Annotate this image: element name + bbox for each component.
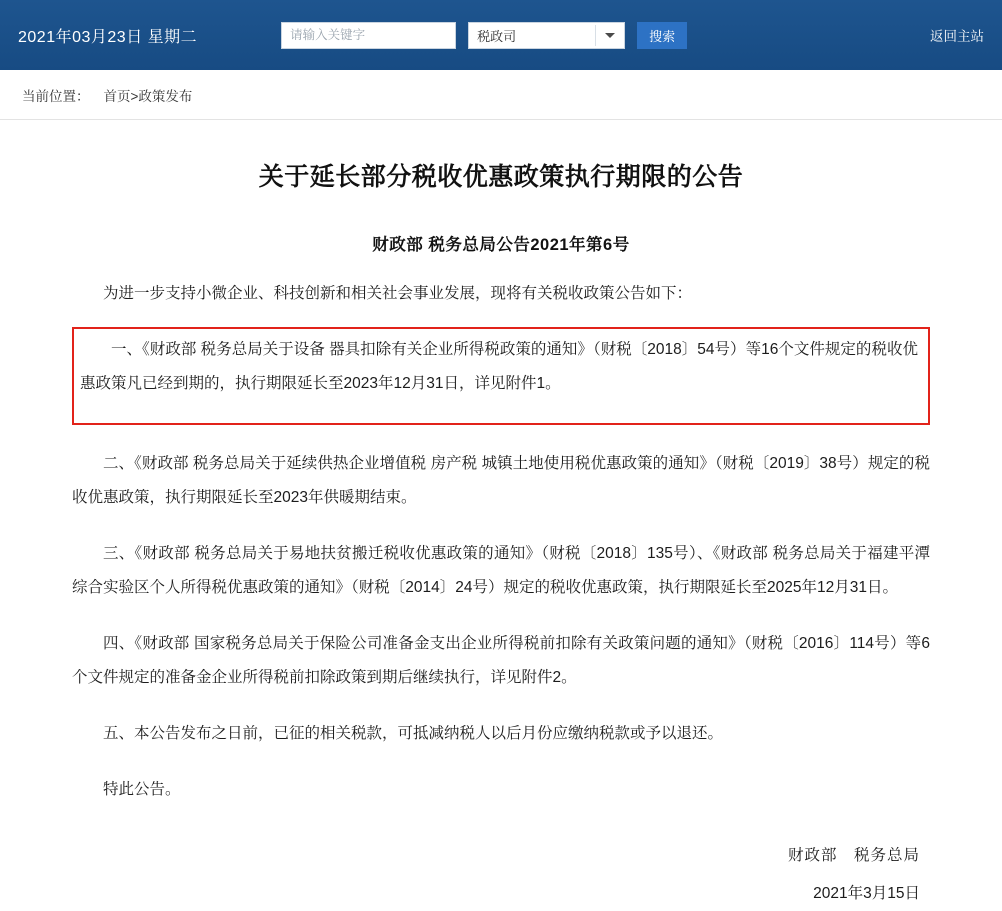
paragraph-item-3: 三、《财政部 税务总局关于易地扶贫搬迁税收优惠政策的通知》（财税〔2018〕135号）、《财政部 税务总局关于福建平潭综合实验区个人所得税优惠政策的通知》（财税〔2014〕24号）规定的税收优惠政策，执行期限延长至2025年12月31日。 <box>72 544 930 596</box>
page-title: 关于延长部分税收优惠政策执行期限的公告 <box>258 163 744 191</box>
document-number: 财政部 税务总局公告2021年第6号 <box>372 236 630 254</box>
search-area <box>281 22 687 49</box>
breadcrumb <box>0 70 1002 120</box>
article-body <box>0 120 1002 911</box>
breadcrumb-path[interactable]: 首页>政策发布 <box>103 88 193 104</box>
chevron-down-icon <box>605 33 615 38</box>
breadcrumb-label: 当前位置： <box>22 88 90 104</box>
paragraph-item-4: 四、《财政部 国家税务总局关于保险公司准备金支出企业所得税前扣除有关政策问题的通知》（财税〔2016〕114号）等6个文件规定的准备金企业所得税前扣除政策到期后继续执行，详见附件2。 <box>72 634 930 686</box>
current-date: 2021年03月23日 星期二 <box>18 28 198 46</box>
signature-organization: 财政部 税务总局 <box>787 846 920 864</box>
highlighted-clause <box>72 327 930 425</box>
select-divider <box>595 25 596 46</box>
search-input[interactable] <box>281 22 456 49</box>
search-button[interactable]: 搜索 <box>637 22 687 49</box>
lead-paragraph: 为进一步支持小微企业、科技创新和相关社会事业发展，现将有关税收政策公告如下： <box>103 285 693 302</box>
search-category-value: 税政司 <box>477 28 517 44</box>
paragraph-item-6: 特此公告。 <box>103 780 181 798</box>
signature-date: 2021年3月15日 <box>813 884 920 902</box>
paragraph-item-1: 一、《财政部 税务总局关于设备 器具扣除有关企业所得税政策的通知》（财税〔2018〕54号）等16个文件规定的税收优惠政策凡已经到期的，执行期限延长至2023年12月31日，详见附件1。 <box>80 341 918 392</box>
top-header-bar <box>0 0 1002 70</box>
signature-block <box>72 839 930 911</box>
paragraph-item-2: 二、《财政部 税务总局关于延续供热企业增值税 房产税 城镇土地使用税优惠政策的通知》（财税〔2019〕38号）规定的税收优惠政策，执行期限延长至2023年供暖期结束。 <box>72 454 930 506</box>
paragraph-item-5: 五、本公告发布之日前，已征的相关税款，可抵减纳税人以后月份应缴纳税款或予以退还。 <box>103 724 724 742</box>
return-home-link[interactable]: 返回主站 <box>930 29 984 44</box>
search-category-select[interactable] <box>468 22 625 49</box>
